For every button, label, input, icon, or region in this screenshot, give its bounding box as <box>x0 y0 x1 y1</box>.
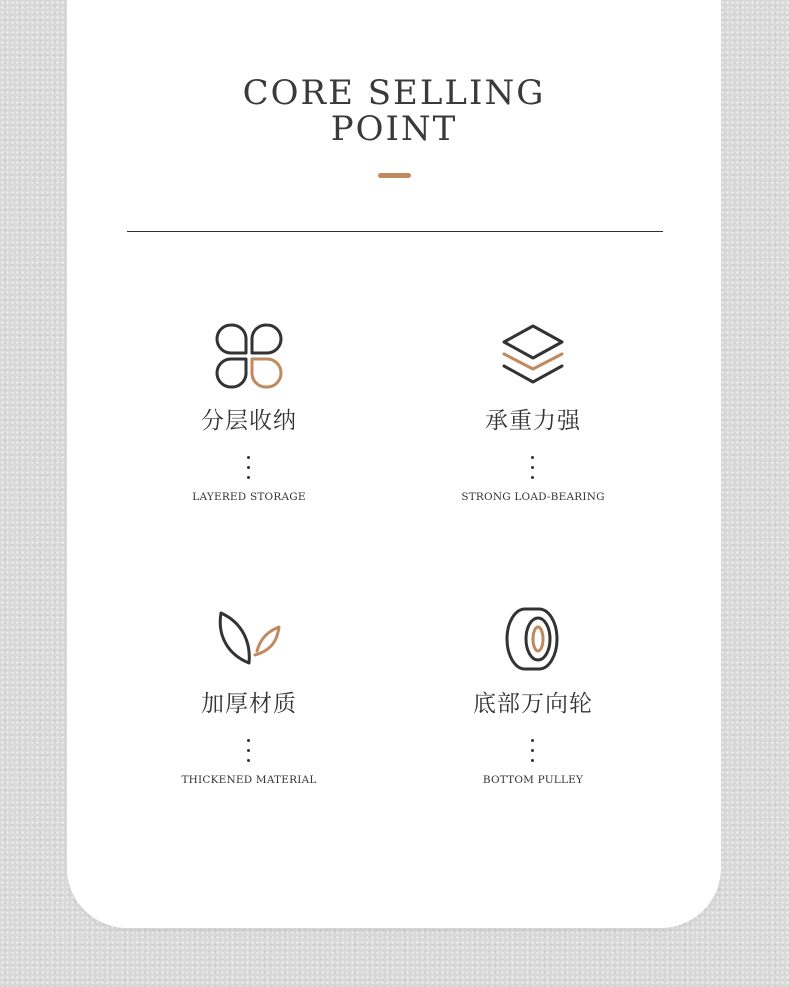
stacked-layers-icon <box>499 322 567 390</box>
feature-title-cn: 分层收纳 <box>201 408 297 434</box>
feature-bottom-pulley <box>413 605 653 786</box>
section-divider <box>127 231 663 232</box>
leaf-pair-icon <box>215 605 283 673</box>
feature-layered-storage <box>129 322 369 503</box>
accent-bar <box>378 173 411 178</box>
dots-separator <box>247 739 251 762</box>
dots-separator <box>247 456 251 479</box>
feature-title-cn: 承重力强 <box>485 408 581 434</box>
dots-separator <box>531 456 535 479</box>
heading-line-1: CORE SELLING <box>242 73 546 113</box>
feature-title-en: STRONG LOAD-BEARING <box>461 491 605 503</box>
feature-thickened-material <box>129 605 369 786</box>
wheel-icon <box>499 605 567 673</box>
feature-strong-load-bearing <box>413 322 653 503</box>
four-leaf-grid-icon <box>215 322 283 390</box>
feature-title-cn: 底部万向轮 <box>473 691 593 717</box>
section-heading <box>67 75 721 147</box>
feature-title-cn: 加厚材质 <box>201 691 297 717</box>
feature-title-en: BOTTOM PULLEY <box>482 774 584 786</box>
feature-title-en: THICKENED MATERIAL <box>181 774 317 786</box>
heading-line-2: POINT <box>330 109 458 149</box>
dots-separator <box>531 739 535 762</box>
content-card <box>67 0 721 928</box>
feature-title-en: LAYERED STORAGE <box>192 491 306 503</box>
